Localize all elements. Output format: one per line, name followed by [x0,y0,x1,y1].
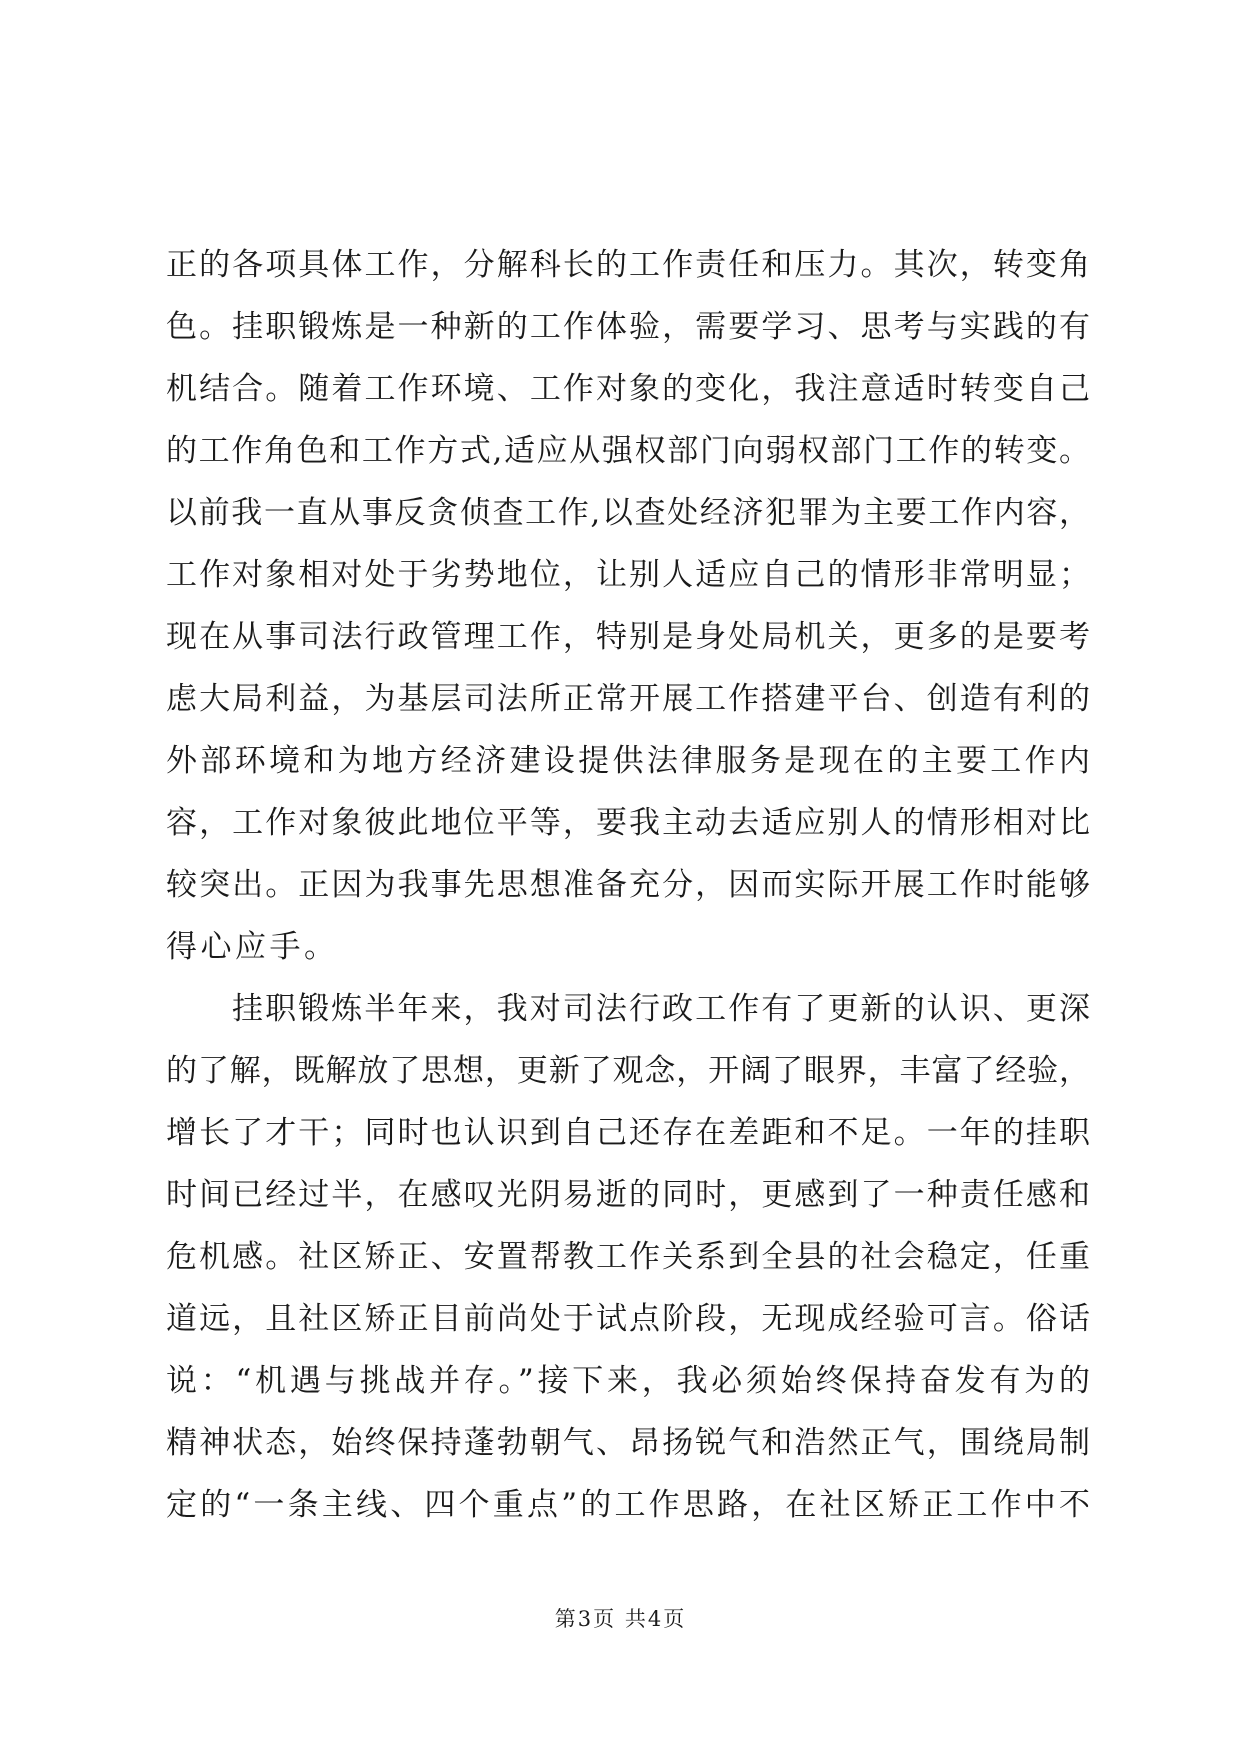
text-line: 容，工作对象彼此地位平等，要我主动去适应别人的情形相对比 [166,805,1090,841]
text-line: 机结合。随着工作环境、工作对象的变化，我注意适时转变自己 [166,371,1090,407]
page-number-footer: 第3页 共4页 [554,1607,687,1631]
text-line: 精神状态，始终保持蓬勃朝气、昂扬锐气和浩然正气，围绕局制 [166,1425,1090,1461]
paragraph-first-line: 挂职锻炼半年来，我对司法行政工作有了更新的认识、更深 [232,991,1090,1027]
text-line: 以前我一直从事反贪侦查工作,以查处经济犯罪为主要工作内容， [166,495,1090,531]
text-line: 道远，且社区矫正目前尚处于试点阶段，无现成经验可言。俗话 [166,1301,1090,1337]
text-line: 工作对象相对处于劣势地位，让别人适应自己的情形非常明显； [166,557,1090,593]
text-line: 色。挂职锻炼是一种新的工作体验，需要学习、思考与实践的有 [166,309,1090,345]
text-line: 的工作角色和工作方式,适应从强权部门向弱权部门工作的转变。 [166,433,1090,469]
text-line: 外部环境和为地方经济建设提供法律服务是现在的主要工作内 [166,743,1090,779]
text-line: 说：“机遇与挑战并存。”接下来，我必须始终保持奋发有为的 [166,1363,1090,1399]
text-line: 时间已经过半，在感叹光阴易逝的同时，更感到了一种责任感和 [166,1177,1090,1213]
text-line: 正的各项具体工作，分解科长的工作责任和压力。其次，转变角 [166,247,1090,283]
text-line: 定的“一条主线、四个重点”的工作思路，在社区矫正工作中不 [166,1487,1090,1523]
text-line: 增长了才干；同时也认识到自己还存在差距和不足。一年的挂职 [166,1115,1090,1151]
text-line: 较突出。正因为我事先思想准备充分，因而实际开展工作时能够 [166,867,1090,903]
text-line: 的了解，既解放了思想，更新了观念，开阔了眼界，丰富了经验， [166,1053,1090,1089]
body-text [166,234,1090,1536]
text-line: 得心应手。 [166,929,339,965]
text-line: 危机感。社区矫正、安置帮教工作关系到全县的社会稳定，任重 [166,1239,1090,1275]
text-line: 现在从事司法行政管理工作，特别是身处局机关，更多的是要考 [166,619,1090,655]
text-line: 虑大局利益，为基层司法所正常开展工作搭建平台、创造有利的 [166,681,1090,717]
